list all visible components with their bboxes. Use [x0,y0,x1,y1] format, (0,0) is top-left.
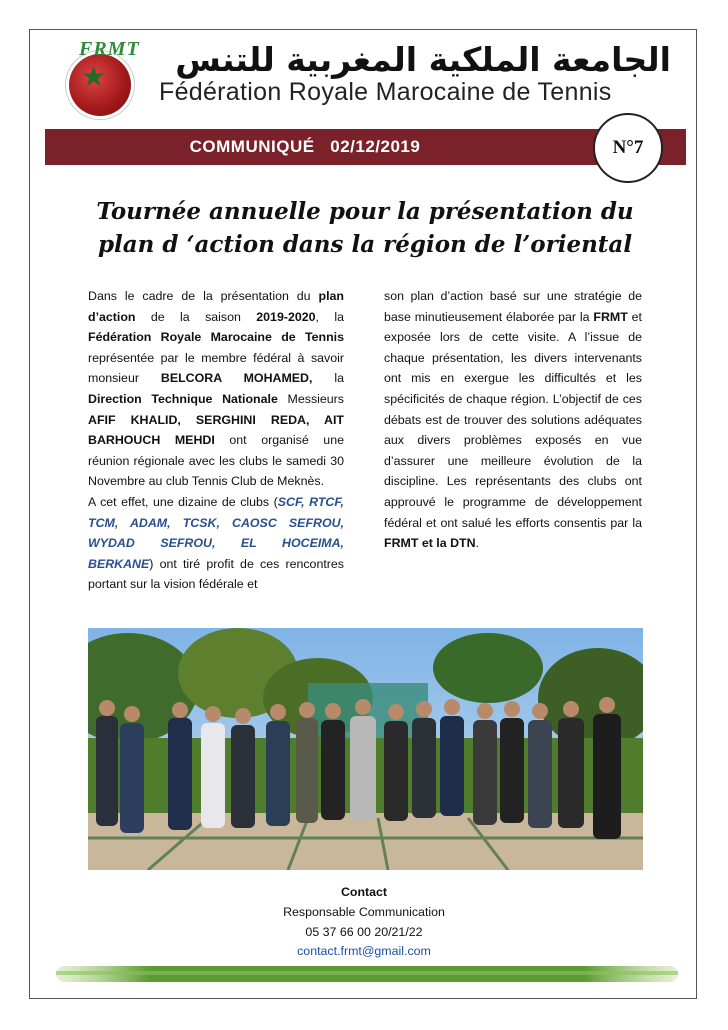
contact-email-link[interactable]: contact.frmt@gmail.com [297,944,431,958]
frmt-logo [57,38,143,122]
bold-text: FRMT et la DTN [384,536,476,551]
communique-title: COMMUNIQUÉ 02/12/2019 [189,137,421,156]
clubs-list: SCF, RTCF, TCM, ADAM, TCSK, CAOSC SEFROU, WYDAD SEFROU, EL HOCEIMA, BERKANE [88,494,344,571]
text: A cet effet, une dizaine de clubs ( [88,494,278,509]
contact-role: Responsable Communication [283,905,445,919]
text: représentée par le membre fédéral à savoir monsieur [88,350,344,386]
federation-name-french: Fédération Royale Marocaine de Tennis [159,78,612,106]
text: Messieurs [277,391,344,406]
text: ont organisé une réunion régionale avec les clubs le samedi 30 Novembre au club Tennis Club de Meknès. [88,433,344,489]
communique-number: N°7 [593,113,663,183]
bold-text: Direction Technique Nationale [88,391,278,406]
article-column-right [384,286,642,554]
bold-text: BELCORA MOHAMED, [160,371,313,386]
text: la [312,371,345,386]
article-column-left [88,286,344,595]
contact-phone: 05 37 66 00 20/21/22 [305,925,423,939]
text: ) ont tiré profit de ces rencontres portant sur la vision fédérale et [88,556,344,592]
text: Dans le cadre de la présentation du [88,289,319,303]
federation-name-arabic: الجامعة الملكية المغربية للتنس [175,40,671,79]
contact-title: Contact [340,885,388,899]
text: et exposée lors de cette visite. A l’issue de chaque présentation, les divers intervenants ont mis en exergue les difficultés et les spécificités de chaque région. L’objectif de ces débats est de trouver des solutions adéquates aux divers problèmes exposés en vue d’assurer une meilleure évolution de la discipline. Les représentants des clubs ont approuvé le programme de développement fédéral et ont salué les efforts consentis par la [384,309,643,530]
communique-banner [45,129,686,165]
text: , la [315,309,344,324]
bold-text: AFIF KHALID, SERGHINI REDA, AIT BARHOUCH MEHDI [88,412,344,448]
article-title-line2: plan d ‘action dans la région de l’oriental [97,231,633,258]
text: son plan d’action basé sur une stratégie de base minutieusement élaborée par la [384,289,642,324]
bold-text: FRMT [593,309,628,324]
text: . [475,536,480,551]
text: de la saison [135,309,257,324]
group-photo [88,628,643,870]
bold-text: Fédération Royale Marocaine de Tennis [88,330,344,345]
bold-text: 2019-2020 [256,309,316,324]
header [45,34,685,124]
bold-text: plan d’action [88,289,344,324]
article-title [70,195,660,261]
grass-decoration [56,962,678,986]
logo-text: FRMT [79,38,140,60]
group-photo-illustration [88,628,643,870]
article-title-line1: Tournée annuelle pour la présentation du [96,198,634,225]
star-icon: ★ [81,61,107,92]
